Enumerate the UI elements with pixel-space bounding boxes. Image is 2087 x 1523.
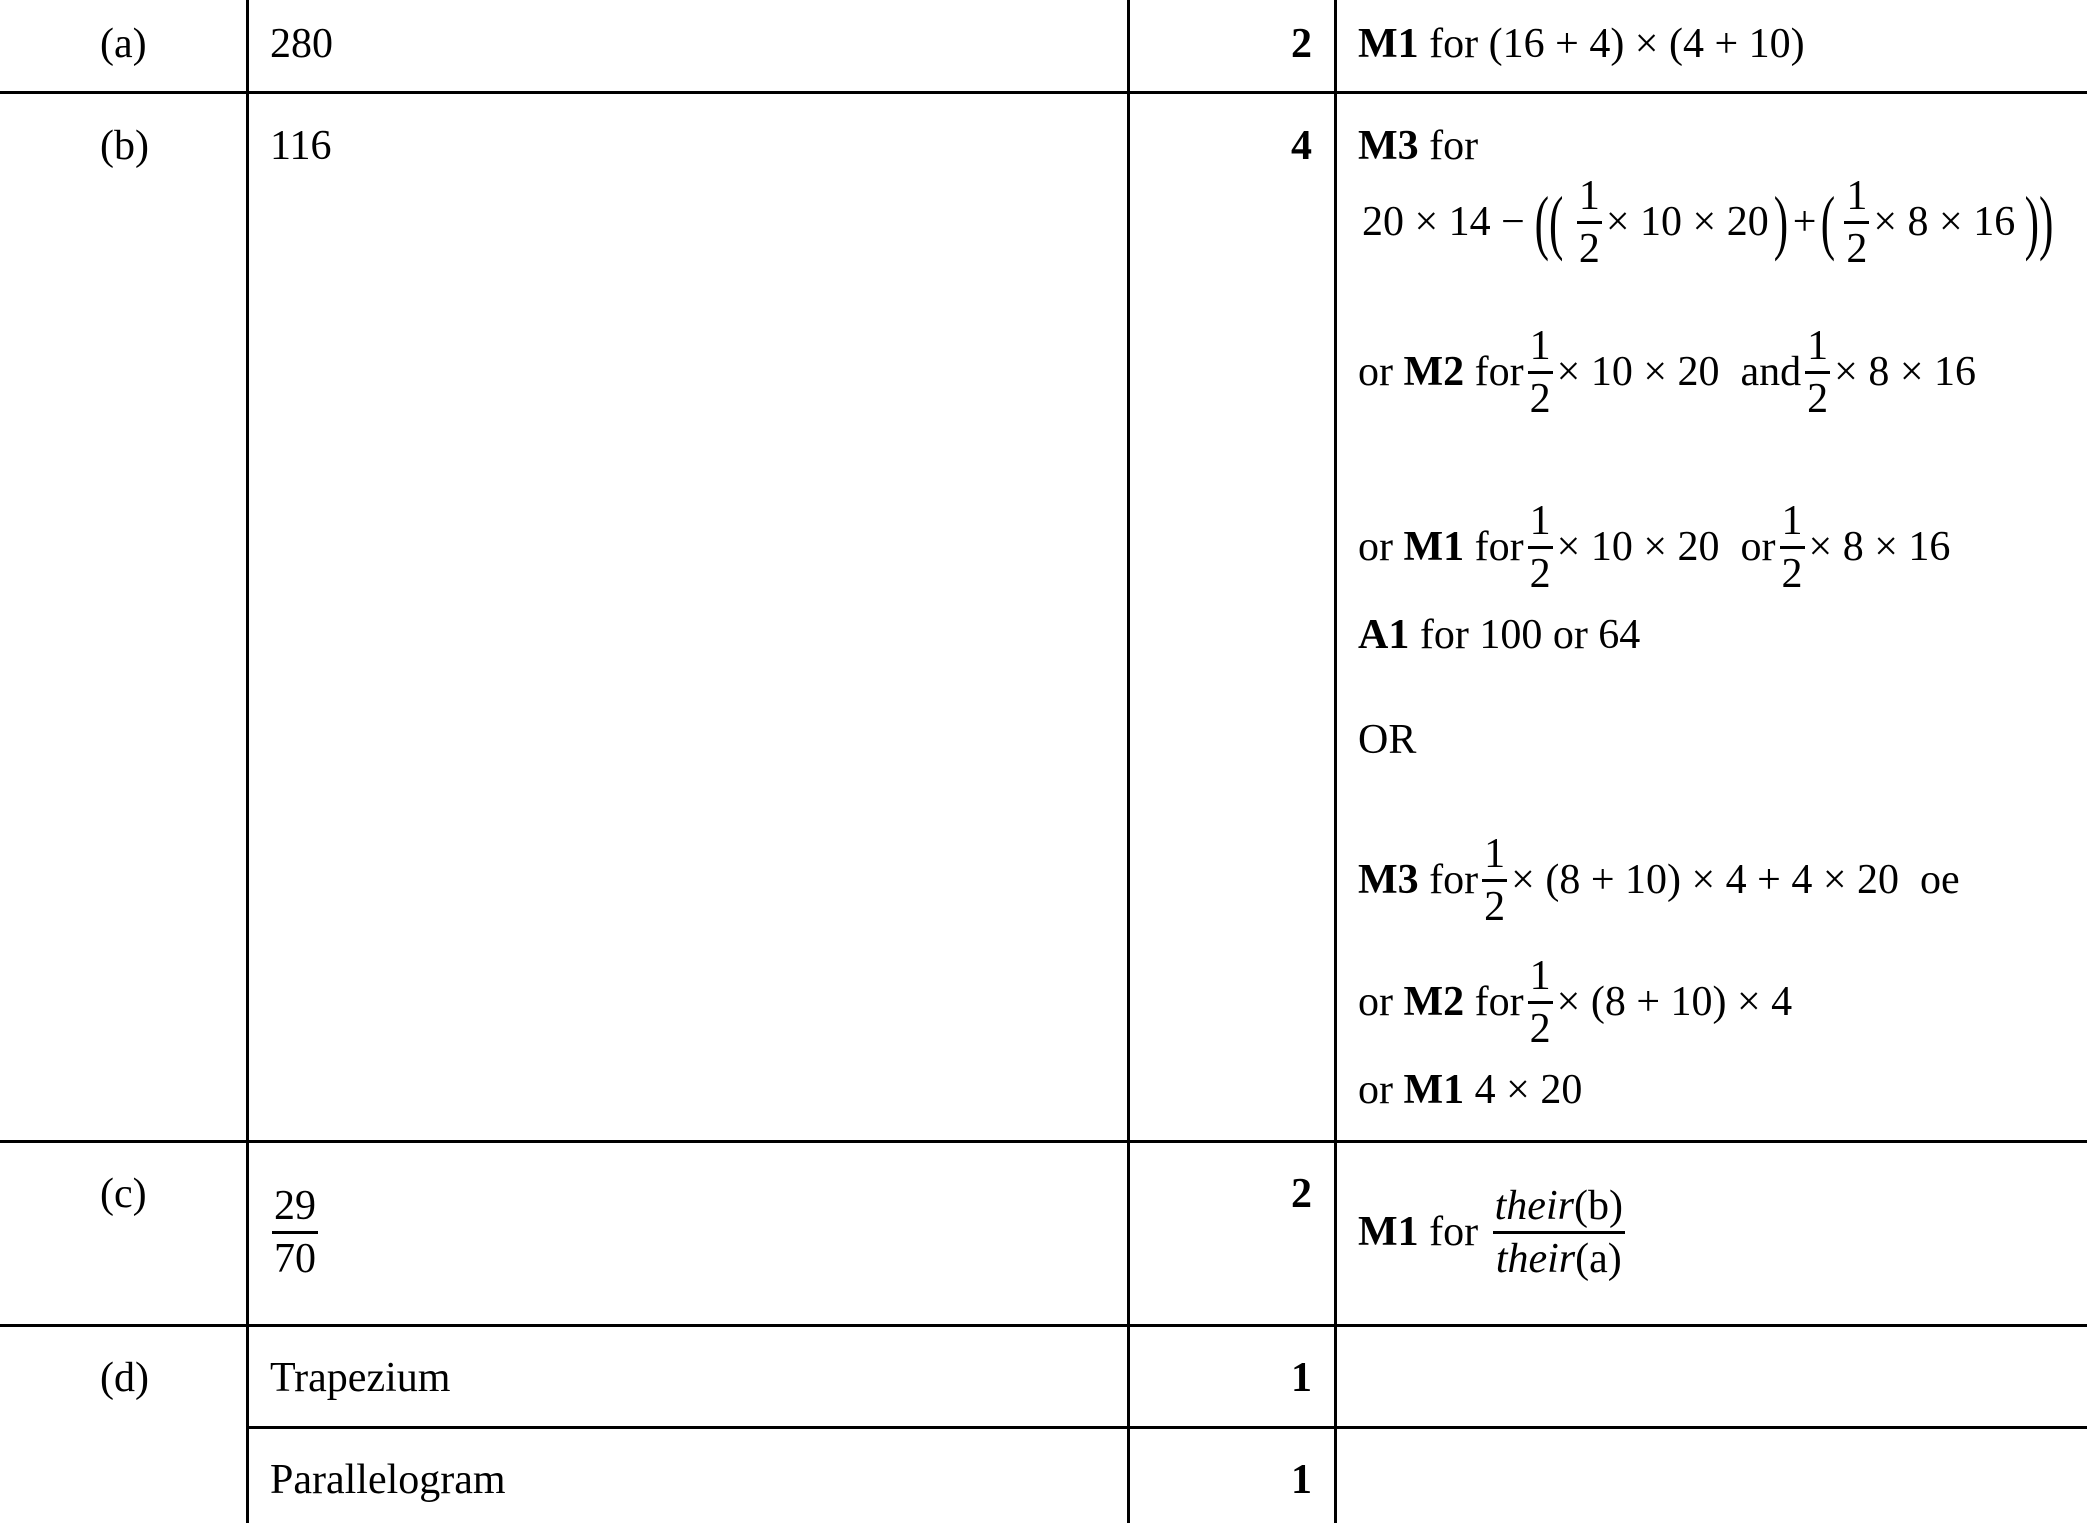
guidance-cell: [1358, 20, 1805, 68]
guidance-expression: +: [1792, 199, 1817, 245]
guidance-word: for: [1429, 21, 1479, 67]
fraction: $\frac{1}{2}$: [1578, 172, 1600, 272]
guidance-word: for: [1429, 123, 1479, 169]
answer-cell: 280: [270, 21, 333, 67]
part-label: (b): [100, 123, 149, 169]
row-divider: [0, 1140, 2087, 1143]
method-code: M1: [1358, 21, 1419, 67]
fraction: $\frac{1}{2}$: [1529, 952, 1551, 1052]
marks-cell: 4: [1291, 123, 1312, 169]
marks-cell: 1: [1291, 1355, 1312, 1401]
marks-cell: 2: [1291, 1171, 1312, 1217]
guidance-line: or M1 for $\frac{1}{2}$ × 10 × 20 or $\frac{1}{2}$ × 8 × 16: [1358, 497, 1951, 597]
fraction: $\frac{1}{2}$: [1807, 322, 1829, 422]
answer-cell: 116: [270, 123, 332, 169]
paren: ((: [1534, 182, 1564, 262]
method-code: M3: [1358, 123, 1419, 169]
answer-cell: Parallelogram: [270, 1457, 506, 1503]
answer-fraction: $\frac{29}{70}$: [274, 1182, 316, 1282]
row-divider: [246, 1426, 2087, 1429]
guidance-expression: × 8 × 16: [1873, 199, 2016, 245]
guidance-line: [1362, 172, 2063, 272]
guidance-line: or M2 for $\frac{1}{2}$ × 10 × 20 and $\frac{1}{2}$ × 8 × 16: [1358, 322, 1977, 422]
guidance-line: or M1 4 × 20: [1358, 1067, 1583, 1113]
marks-cell: 2: [1291, 21, 1312, 67]
fraction: $\frac{\text{their(b)}}{\text{their(a)}}$: [1494, 1182, 1623, 1282]
guidance-expression: 20 × 14 −: [1362, 199, 1525, 245]
fraction: $\frac{1}{2}$: [1781, 497, 1803, 597]
paren: (: [1821, 182, 1836, 262]
method-code: M1: [1403, 524, 1465, 570]
guidance-cell: M1 for $\frac{\text{their(b)}}{\text{their(a)}}$: [1358, 1182, 1623, 1282]
fraction: $\frac{1}{2}$: [1529, 322, 1551, 422]
row-divider: [0, 1324, 2087, 1327]
guidance-line: or M2 for $\frac{1}{2}$ × (8 + 10) × 4: [1358, 952, 1793, 1052]
guidance-line: A1 for 100 or 64: [1358, 612, 1641, 658]
guidance-line: OR: [1358, 717, 1417, 763]
method-code: A1: [1358, 612, 1410, 658]
guidance-line: M3 for $\frac{1}{2}$ × (8 + 10) × 4 + 4 × 20 oe: [1358, 830, 1960, 930]
method-code: M3: [1358, 857, 1419, 903]
column-divider: [1127, 0, 1130, 1523]
guidance-line: [1358, 122, 1478, 170]
method-code: M1: [1403, 1067, 1465, 1113]
fraction: $\frac{1}{2}$: [1529, 497, 1551, 597]
fraction: $\frac{1}{2}$: [1846, 172, 1868, 272]
method-code: M1: [1358, 1209, 1419, 1255]
column-divider: [1334, 0, 1337, 1523]
marks-cell: 1: [1291, 1457, 1312, 1503]
answer-cell: Trapezium: [270, 1355, 451, 1401]
guidance-expression: × 10 × 20: [1605, 199, 1769, 245]
fraction: $\frac{1}{2}$: [1484, 830, 1506, 930]
part-label: (a): [100, 21, 147, 67]
paren: )): [2024, 182, 2054, 262]
paren: ): [1773, 182, 1788, 262]
part-label: (d): [100, 1355, 149, 1401]
column-divider: [246, 0, 249, 1523]
method-code: M2: [1403, 979, 1465, 1025]
part-label: (c): [100, 1171, 147, 1217]
answer-cell: [272, 1172, 318, 1292]
row-divider: [0, 91, 2087, 94]
guidance-expression: (16 + 4) × (4 + 10): [1488, 21, 1805, 67]
method-code: M2: [1403, 349, 1465, 395]
